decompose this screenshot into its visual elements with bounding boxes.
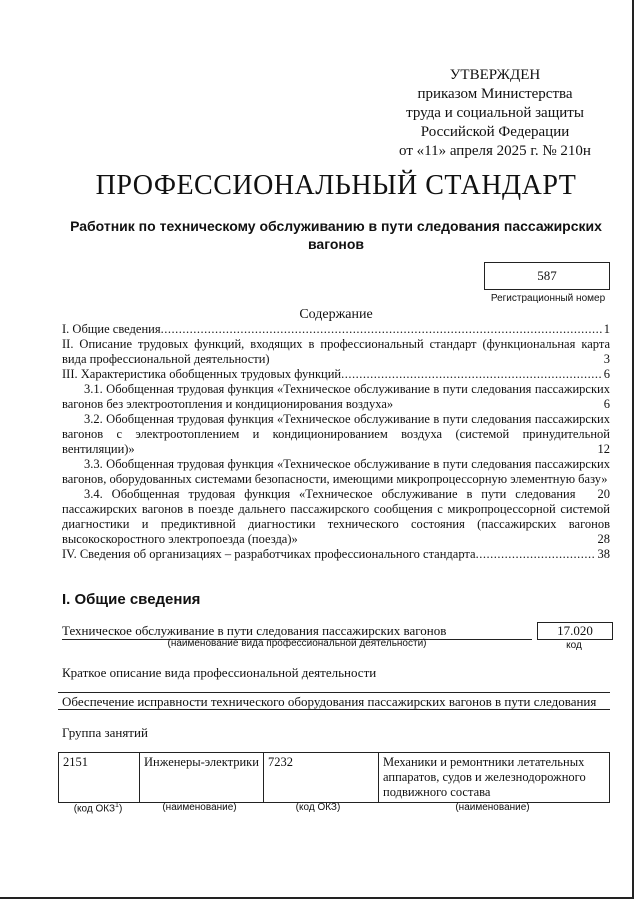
toc-leader [341,367,602,382]
section-heading: I. Общие сведения [62,591,201,608]
toc-item[interactable] [62,487,610,547]
toc-item-page: 12 [597,442,610,456]
occupation-code: 7232 [264,753,379,803]
toc-item-page: 1 [603,322,610,336]
document-subtitle: Работник по техническому обслуживанию в пути следования пассажирских вагонов [70,218,602,252]
activity-name: Техническое обслуживание в пути следования пассажирских вагонов [62,623,532,640]
toc-item[interactable] [62,322,610,337]
toc-leader [476,547,596,562]
toc-item-page: 3 [603,352,610,366]
approval-line: от «11» апреля 2025 г. № 210н [399,143,591,159]
registration-number: 587 [484,262,610,290]
toc-item-page: 6 [603,367,610,381]
code-caption: код [566,640,582,651]
registration-label: Регистрационный номер [490,293,606,304]
occupation-code: 2151 [59,753,140,803]
approval-line: УТВЕРЖДЕН [449,67,541,83]
activity-caption: (наименование вида профессиональной деятельности) [167,638,427,649]
toc-item[interactable] [62,412,610,457]
toc-item-text: 3.3. Обобщенная трудовая функция «Техническое обслуживание в пути следования пассажирских вагонов, оборудованных системами безопасности, имеющими микропроцессорную элементную базу» [62,457,610,486]
toc-item[interactable] [62,337,610,367]
approval-line: приказом Министерства [417,86,573,102]
approval-line: Российской Федерации [420,124,570,140]
approval-line: труда и социальной защиты [406,105,584,121]
footnote-ref[interactable]: 1 [115,802,119,809]
table-row [59,753,610,803]
okz-code-caption: (код ОКЗ) [295,802,341,813]
approval-block [380,66,610,161]
toc-item-page: 38 [597,547,610,561]
occupation-name: Инженеры-электрики [140,753,264,803]
short-description: Обеспечение исправности технического оборудования пассажирских вагонов в пути следования [58,692,610,710]
toc-item-text: 3.2. Обобщенная трудовая функция «Техническое обслуживание в пути следования пассажирских вагонов с электроотоплением и кондиционированием воздуха (системой принудительной вентиляции)» [62,412,610,456]
toc-item-page: 28 [597,532,610,546]
toc-item-text: III. Характеристика обобщенных трудовых функций [62,367,342,381]
toc-item-text: 3.1. Обобщенная трудовая функция «Техническое обслуживание в пути следования пассажирских вагонов без электроотопления и кондиционирования воздуха» [62,382,610,411]
toc-item-text: IV. Сведения об организациях – разработчиках профессионального стандарта [62,547,476,561]
occupation-name: Механики и ремонтники летательных аппаратов, судов и железнодорожного подвижного состава [379,753,610,803]
occupation-group-label: Группа занятий [62,725,148,740]
toc-leader [161,322,602,337]
table-of-contents [62,322,610,562]
toc-item[interactable] [62,547,610,562]
toc-item-page: 6 [603,397,610,411]
occupation-name-caption: (наименование) [162,802,237,813]
short-description-label: Краткое описание вида профессиональной деятельности [62,665,377,680]
occupation-name-caption: (наименование) [455,802,530,813]
toc-heading: Содержание [299,307,373,322]
activity-code: 17.020 [537,622,613,640]
toc-item-page: 20 [597,487,610,501]
toc-item-text: II. Описание трудовых функций, входящих в профессиональный стандарт (функциональная карта вида профессиональной деятельности) [62,337,610,366]
caption-text: (код ОКЗ [73,803,116,815]
toc-item[interactable] [62,382,610,412]
okz-code-caption [58,802,138,814]
toc-item-text: I. Общие сведения [62,322,161,336]
occupation-table [58,752,610,803]
caption-text: ) [118,803,123,815]
toc-item[interactable] [62,457,610,501]
toc-item[interactable] [62,367,610,382]
document-title: ПРОФЕССИОНАЛЬНЫЙ СТАНДАРТ [95,170,577,201]
toc-item-text: 3.4. Обобщенная трудовая функция «Техническое обслуживание в пути следования пассажирских вагонов в поезде дальнего пассажирского сообщения с микропроцессорной системой диагностики и предиктивной диагностики технического состояния (пассажирских вагонов высокоскоростного электропоезда (поезда)» [62,487,610,546]
